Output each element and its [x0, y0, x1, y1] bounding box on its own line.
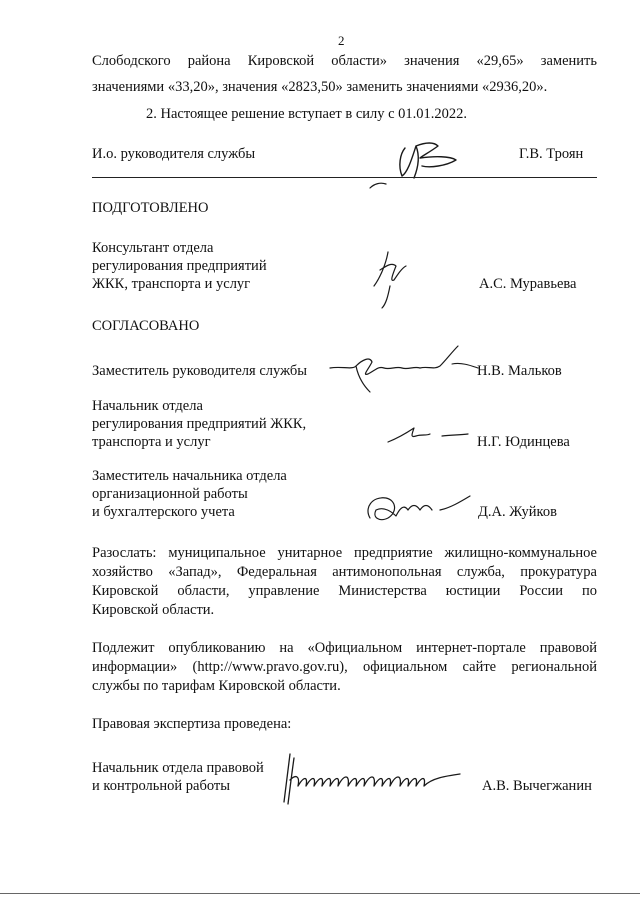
intro-line-2: значениями «33,20», значения «2823,50» заменить значениями «2936,20».	[92, 79, 548, 95]
dept-head-position-line-2: регулирования предприятий ЖКК,	[92, 416, 307, 432]
signature-muravyeva	[366, 246, 426, 312]
deputy-dept-head-position-line-3: и бухгалтерского учета	[92, 504, 235, 520]
signature-vychegzhanin	[276, 750, 466, 810]
publication-line-2: информации» (http://www.pravo.gov.ru), официальном сайте региональной	[92, 659, 597, 675]
prepared-position-line-3: ЖКК, транспорта и услуг	[92, 276, 251, 292]
dept-head-name: Н.Г. Юдинцева	[477, 434, 570, 450]
legal-head-name: А.В. Вычегжанин	[482, 778, 592, 794]
page-bottom-edge	[0, 893, 640, 894]
prepared-position-line-1: Консультант отдела	[92, 240, 214, 256]
distribution-line-1: Разослать: муниципальное унитарное предприятие жилищно-коммунальное	[92, 545, 597, 561]
signature-malkov	[322, 336, 482, 406]
item-2-text: 2. Настоящее решение вступает в силу с 01.01.2022.	[146, 106, 468, 122]
legal-head-position-line-2: и контрольной работы	[92, 778, 230, 794]
signatory-name: Г.В. Троян	[519, 146, 584, 162]
publication-line-1: Подлежит опубликованию на «Официальном интернет-портале правовой	[92, 640, 597, 656]
legal-review-text: Правовая экспертиза проведена:	[92, 716, 292, 732]
dept-head-position-line-1: Начальник отдела	[92, 398, 203, 414]
legal-head-position-line-1: Начальник отдела правовой	[92, 760, 264, 776]
signature-zhuykov	[360, 488, 475, 526]
signatory-position: И.о. руководителя службы	[92, 146, 256, 162]
signature-troyan	[360, 132, 500, 192]
deputy-head-position: Заместитель руководителя службы	[92, 363, 308, 379]
deputy-dept-head-name: Д.А. Жуйков	[478, 504, 557, 520]
prepared-heading: ПОДГОТОВЛЕНО	[92, 200, 209, 216]
divider-line	[92, 177, 597, 178]
agreed-heading: СОГЛАСОВАНО	[92, 318, 200, 334]
distribution-line-3: Кировской области, управление Министерства юстиции России по	[92, 583, 597, 599]
deputy-dept-head-position-line-1: Заместитель начальника отдела	[92, 468, 287, 484]
intro-line-1: Слободского района Кировской области» значения «29,65» заменить	[92, 53, 597, 69]
prepared-name: А.С. Муравьева	[479, 276, 577, 292]
prepared-position-line-2: регулирования предприятий	[92, 258, 267, 274]
deputy-head-name: Н.В. Мальков	[477, 363, 562, 379]
publication-line-3: службы по тарифам Кировской области.	[92, 678, 341, 694]
distribution-line-4: Кировской области.	[92, 602, 215, 618]
deputy-dept-head-position-line-2: организационной работы	[92, 486, 248, 502]
dept-head-position-line-3: транспорта и услуг	[92, 434, 211, 450]
page-number: 2	[338, 33, 345, 48]
signature-yudintseva	[384, 420, 474, 450]
distribution-line-2: хозяйство «Запад», Федеральная антимонопольная служба, прокуратура	[92, 564, 597, 580]
